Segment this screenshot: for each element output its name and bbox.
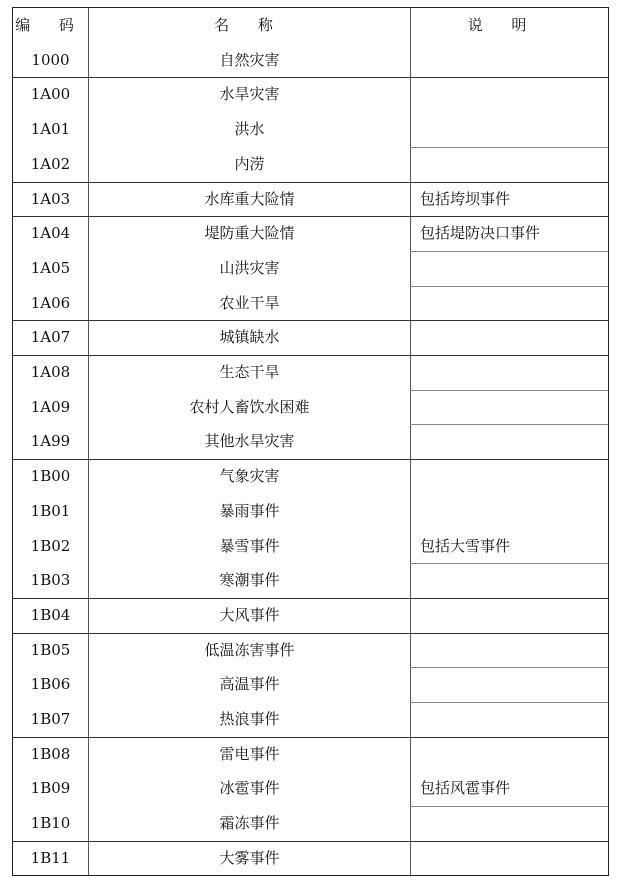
table-cell-desc <box>420 286 606 321</box>
header-name <box>88 8 411 43</box>
table-cell-name: 寒潮事件 <box>219 571 280 590</box>
table-cell-desc <box>420 251 606 286</box>
row-divider <box>410 806 608 807</box>
table-cell-desc <box>420 598 606 633</box>
table-cell-code: 1B01 <box>30 501 71 520</box>
row-divider <box>410 667 608 668</box>
table-cell-code: 1A05 <box>30 258 71 277</box>
table-cell-desc <box>420 355 606 390</box>
table-cell-desc <box>420 43 606 78</box>
table-cell-code: 1A06 <box>30 293 71 312</box>
table-cell-code: 1A04 <box>30 224 71 243</box>
row-divider <box>13 77 608 78</box>
table-cell-desc <box>420 633 606 668</box>
table-cell-desc <box>420 702 606 737</box>
table-cell-name: 堤防重大险情 <box>204 224 295 243</box>
table-cell-desc <box>420 112 606 147</box>
table-cell-desc <box>420 424 606 459</box>
table-cell-desc <box>420 806 606 841</box>
row-divider <box>410 390 608 391</box>
table-cell-code: 1A99 <box>30 432 71 451</box>
table-cell-code: 1A09 <box>30 397 71 416</box>
table-cell-code: 1000 <box>31 50 70 69</box>
table-cell-name: 生态干旱 <box>219 363 280 381</box>
table-cell-name: 自然灾害 <box>219 50 280 69</box>
table-cell-name: 雷电事件 <box>219 744 280 763</box>
table-cell-desc <box>420 147 606 182</box>
row-divider <box>410 251 608 252</box>
table-cell-name: 暴雨事件 <box>219 501 280 520</box>
table-cell-code: 1A08 <box>30 363 71 381</box>
table-cell-name: 大雾事件 <box>219 848 280 867</box>
table-cell-code: 1B11 <box>30 848 71 867</box>
row-divider <box>13 216 608 217</box>
table-cell-desc: 包括垮坝事件 <box>420 189 511 208</box>
table-cell-name: 水库重大险情 <box>204 189 295 208</box>
table-cell-desc <box>420 667 606 702</box>
table-cell-name: 其他水旱灾害 <box>204 432 295 451</box>
table-cell-desc <box>420 390 606 425</box>
table-cell-name: 农业干旱 <box>219 293 280 312</box>
table-cell-desc: 包括堤防决口事件 <box>420 224 541 243</box>
row-divider <box>13 737 608 738</box>
header-code <box>13 8 88 43</box>
row-divider <box>410 286 608 287</box>
row-divider <box>410 424 608 425</box>
row-divider <box>13 355 608 356</box>
table-cell-name: 内涝 <box>234 154 265 173</box>
table-cell-name: 山洪灾害 <box>219 258 280 277</box>
table-cell-code: 1B10 <box>30 814 71 833</box>
table-cell-desc: 包括风雹事件 <box>420 779 511 798</box>
table-cell-code: 1B09 <box>30 779 71 798</box>
table-cell-name: 高温事件 <box>219 675 280 694</box>
row-divider <box>13 841 608 842</box>
table-cell-name: 洪水 <box>234 120 265 139</box>
table-cell-desc: 包括大雪事件 <box>420 536 511 555</box>
header-name-label: 名 称 <box>214 16 285 34</box>
classification-table <box>12 7 609 876</box>
row-divider <box>13 598 608 599</box>
table-cell-name: 霜冻事件 <box>219 814 280 833</box>
table-cell-desc <box>420 459 606 494</box>
row-divider <box>13 459 608 460</box>
row-divider <box>13 633 608 634</box>
table-cell-desc <box>420 320 606 355</box>
header-code-label: 编 码 <box>15 16 86 34</box>
table-cell-desc <box>420 841 606 876</box>
table-cell-name: 冰雹事件 <box>219 779 280 798</box>
table-cell-code: 1B08 <box>30 744 71 763</box>
table-cell-name: 暴雪事件 <box>219 536 280 555</box>
table-cell-name: 农村人畜饮水困难 <box>189 397 310 416</box>
table-cell-code: 1B00 <box>30 467 71 486</box>
header-desc <box>410 8 596 43</box>
table-cell-desc <box>420 494 606 529</box>
table-cell-name: 水旱灾害 <box>219 85 280 104</box>
row-divider <box>410 702 608 703</box>
table-cell-code: 1A07 <box>30 328 71 347</box>
table-cell-name: 低温冻害事件 <box>204 640 295 659</box>
table-cell-code: 1A02 <box>30 154 71 173</box>
table-cell-desc <box>420 737 606 772</box>
row-divider <box>410 563 608 564</box>
table-cell-desc <box>420 563 606 598</box>
table-cell-name: 热浪事件 <box>219 710 280 728</box>
table-cell-code: 1B07 <box>30 710 71 728</box>
table-cell-code: 1B05 <box>30 640 71 659</box>
table-cell-code: 1A03 <box>30 189 71 208</box>
header-desc-label: 说 明 <box>467 16 539 34</box>
table-cell-name: 气象灾害 <box>219 467 280 486</box>
row-divider <box>410 147 608 148</box>
table-cell-code: 1B02 <box>30 536 71 555</box>
row-divider <box>13 182 608 183</box>
table-cell-code: 1A00 <box>30 85 71 104</box>
table-cell-code: 1B06 <box>30 675 71 694</box>
table-cell-name: 大风事件 <box>219 605 280 624</box>
table-cell-code: 1B03 <box>30 571 71 590</box>
table-cell-desc <box>420 77 606 112</box>
table-cell-code: 1A01 <box>30 120 71 139</box>
table-cell-code: 1B04 <box>30 605 71 624</box>
table-cell-name: 城镇缺水 <box>219 328 280 347</box>
row-divider <box>13 320 608 321</box>
